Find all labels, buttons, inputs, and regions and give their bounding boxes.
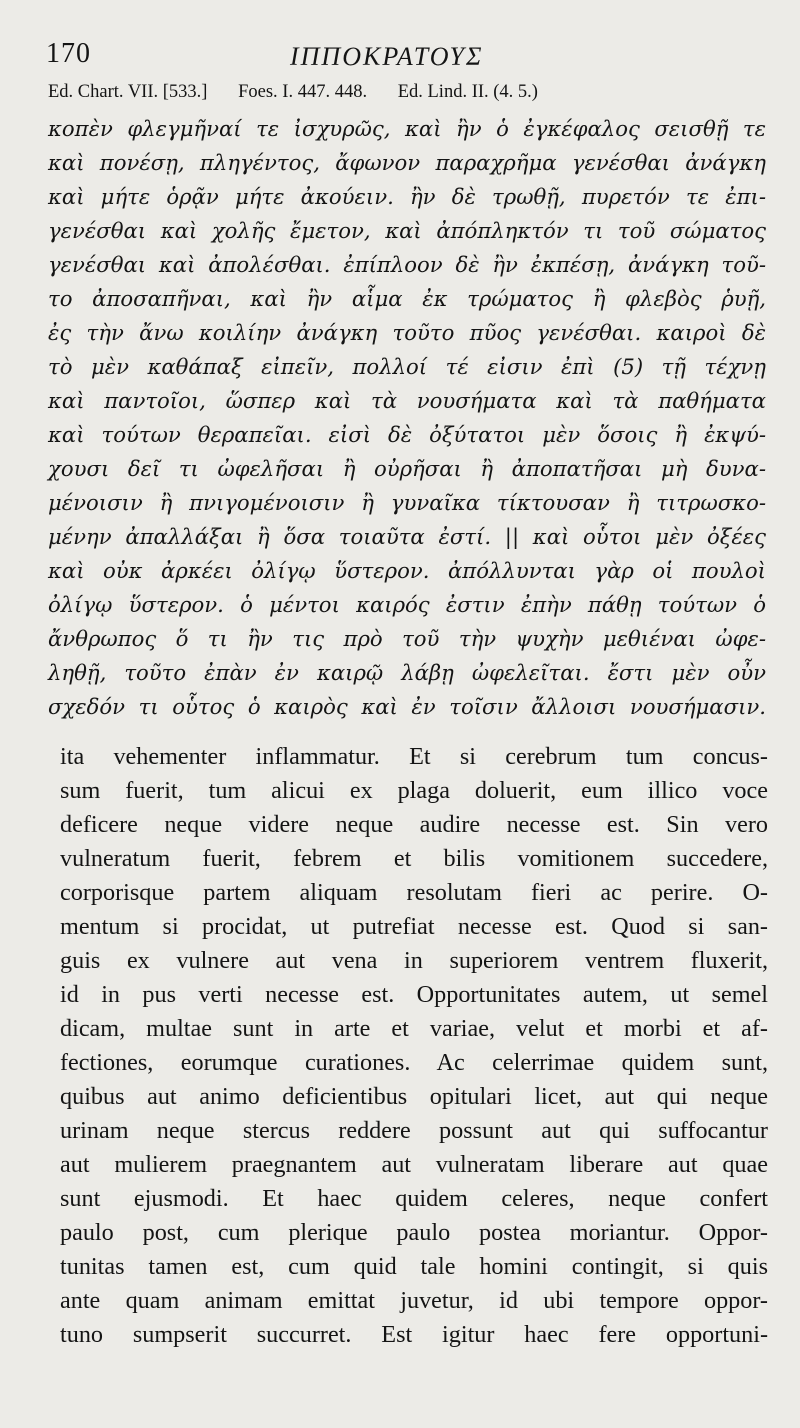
latin-line: tunitas tamen est, cum quid tale homini contingit, si quis xyxy=(60,1253,768,1280)
latin-line: aut mulierem praegnantem aut vulneratam liberare aut quae xyxy=(60,1151,768,1178)
greek-line: καὶ μήτε ὁρᾷν μήτε ἀκούειν. ἢν δὲ τρωθῇ, πυρετόν τε ἐπι- xyxy=(48,184,766,209)
greek-text-block xyxy=(48,112,766,724)
latin-line: paulo post, cum plerique paulo postea moriantur. Oppor- xyxy=(60,1219,768,1246)
latin-line: sunt ejusmodi. Et haec quidem celeres, neque confert xyxy=(60,1185,768,1212)
edition-foes-ref: Foes. I. 447. 448. xyxy=(238,82,368,102)
greek-line: μένοισιν ἢ πνιγομένοισιν ἢ γυναῖκα τίκτουσαν ἢ τιτρωσκο- xyxy=(48,490,766,515)
greek-line: σχεδόν τι οὗτος ὁ καιρὸς καὶ ἐν τοῖσιν ἄλλοισι νουσήμασιν. xyxy=(48,694,766,719)
latin-line: guis ex vulnere aut vena in superiorem ventrem fluxerit, xyxy=(60,947,768,974)
latin-line: vulneratum fuerit, febrem et bilis vomitionem succedere, xyxy=(60,845,768,872)
edition-lind-ref: Ed. Lind. II. (4. 5.) xyxy=(397,82,538,102)
greek-line: ἐς τὴν ἄνω κοιλίην ἀνάγκη τοῦτο πῦος γενέσθαι. καιροὶ δὲ xyxy=(48,320,766,345)
greek-line: χουσι δεῖ τι ὠφελῆσαι ἢ οὐρῆσαι ἢ ἀποπατῆσαι μὴ δυνα- xyxy=(48,456,766,481)
latin-line: id in pus verti necesse est. Opportunitates autem, ut semel xyxy=(60,981,768,1008)
latin-line: tuno sumpserit succurret. Est igitur haec fere opportuni- xyxy=(60,1321,768,1348)
edition-references xyxy=(48,82,768,103)
latin-line: dicam, multae sunt in arte et variae, velut et morbi et af- xyxy=(60,1015,768,1042)
greek-line: μένην ἀπαλλάξαι ἢ ὅσα τοιαῦτα ἐστί. || καὶ οὗτοι μὲν ὀξέες xyxy=(48,524,766,549)
latin-line: fectiones, eorumque curationes. Ac celerrimae quidem sunt, xyxy=(60,1049,768,1076)
latin-line: ita vehementer inflammatur. Et si cerebrum tum concus- xyxy=(60,743,768,770)
page-header xyxy=(46,34,746,74)
greek-line: καὶ τούτων θεραπεῖαι. εἰσὶ δὲ ὀξύτατοι μὲν ὅσοις ἢ ἐκψύ- xyxy=(48,422,766,447)
latin-line: quibus aut animo deficientibus opitulari licet, aut qui neque xyxy=(60,1083,768,1110)
latin-line: urinam neque stercus reddere possunt aut qui suffocantur xyxy=(60,1117,768,1144)
greek-line: καὶ πονέσῃ, πληγέντος, ἄφωνον παραχρῆμα γενέσθαι ἀνάγκη xyxy=(48,150,766,175)
latin-line: mentum si procidat, ut putrefiat necesse est. Quod si san- xyxy=(60,913,768,940)
latin-line: ante quam animam emittat juvetur, id ubi tempore oppor- xyxy=(60,1287,768,1314)
greek-line: γενέσθαι καὶ ἀπολέσθαι. ἐπίπλοον δὲ ἢν ἐκπέσῃ, ἀνάγκη τοῦ- xyxy=(48,252,766,277)
greek-line: ληθῇ, τοῦτο ἐπὰν ἐν καιρῷ λάβῃ ὠφελεῖται. ἔστι μὲν οὖν xyxy=(48,660,766,685)
greek-line: κοπὲν φλεγμῆναί τε ἰσχυρῶς, καὶ ἢν ὁ ἐγκέφαλος σεισθῇ τε xyxy=(48,116,766,141)
latin-line: corporisque partem aliquam resolutam fieri ac perire. O- xyxy=(60,879,768,906)
latin-line: sum fuerit, tum alicui ex plaga doluerit, eum illico voce xyxy=(60,777,768,804)
greek-line: τὸ μὲν καθάπαξ εἰπεῖν, πολλοί τέ εἰσιν ἐπὶ (5) τῇ τέχνῃ xyxy=(48,354,766,379)
greek-line: το ἀποσαπῆναι, καὶ ἢν αἷμα ἐκ τρώματος ἢ φλεβὸς ῥυῇ, xyxy=(48,286,766,311)
greek-line: ἄνθρωπος ὅ τι ἢν τις πρὸ τοῦ τὴν ψυχὴν μεθιέναι ὠφε- xyxy=(48,626,766,651)
latin-text-block xyxy=(60,740,768,1352)
greek-line: καὶ παντοῖοι, ὥσπερ καὶ τὰ νουσήματα καὶ τὰ παθήματα xyxy=(48,388,766,413)
latin-line: deficere neque videre neque audire necesse est. Sin vero xyxy=(60,811,768,838)
page-number: 170 xyxy=(46,38,91,69)
greek-line: ὀλίγῳ ὕστερον. ὁ μέντοι καιρός ἐστιν ἐπὴν πάθῃ τούτων ὁ xyxy=(48,592,766,617)
greek-line: γενέσθαι καὶ χολῆς ἔμετον, καὶ ἀπόπληκτόν τι τοῦ σώματος xyxy=(48,218,766,243)
greek-line: καὶ οὐκ ἀρκέει ὀλίγῳ ὕστερον. ἀπόλλυνται γὰρ οἱ πουλοὶ xyxy=(48,558,766,583)
edition-chart-ref: Ed. Chart. VII. [533.] xyxy=(48,82,208,102)
running-title: ΙΠΠΟΚΡΑΤΟΥΣ xyxy=(290,42,484,71)
